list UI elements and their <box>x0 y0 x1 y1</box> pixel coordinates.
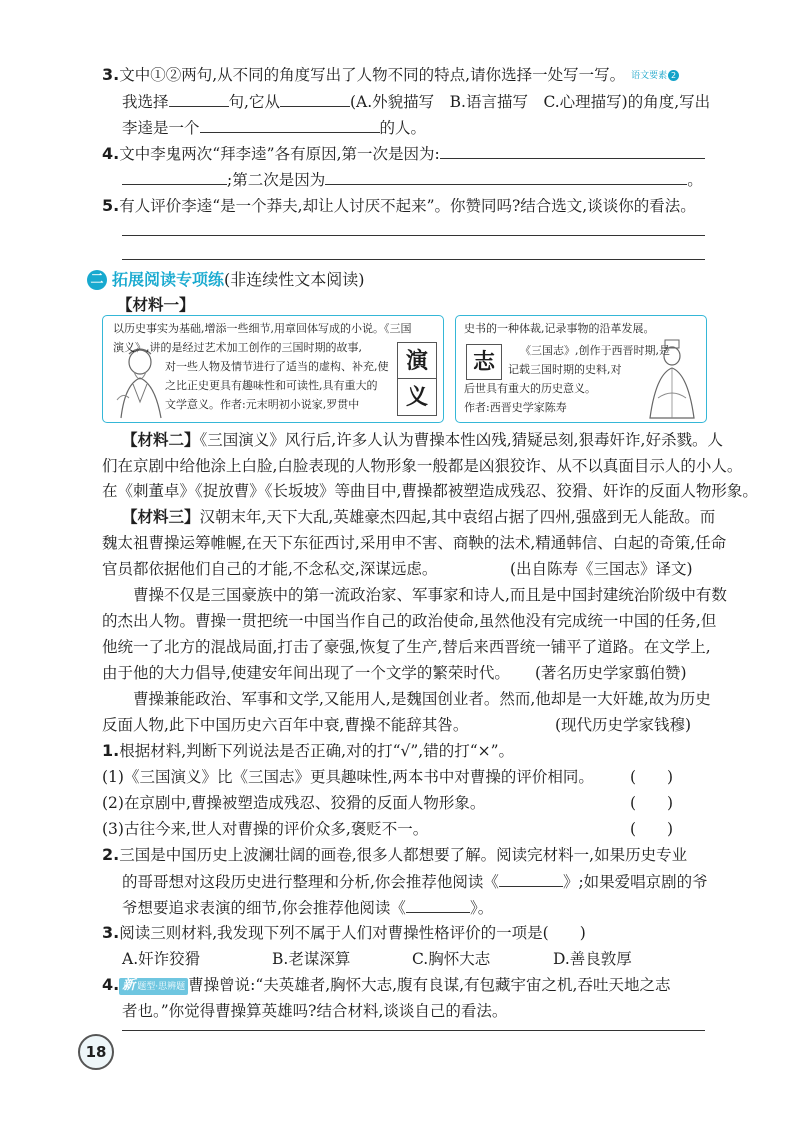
material-2-text: 《三国演义》风行后,许多人认为曹操本性凶残,猜疑忌刻,狠毒奸诈,好杀戮。人 <box>199 431 723 449</box>
question-number: 3. <box>102 923 120 942</box>
answer-line[interactable] <box>122 1030 705 1031</box>
question-4 <box>102 141 705 166</box>
question-text: 曹操曾说:“夫英雄者,胸怀大志,腹有良谋,有包藏宇宙之机,吞吐天地之志 <box>188 976 671 994</box>
material-1-right-line: 后世具有重大的历史意义。 <box>464 382 596 395</box>
material-1-left-line: 之比正史更具有趣味性和可读性,具有重大的 <box>165 379 378 392</box>
material-3-line: 曹操不仅是三国豪族中的第一流政治家、军事家和诗人,而且是中国封建统治阶级中有数 <box>133 586 727 604</box>
page-number: 18 <box>78 1034 114 1070</box>
material-1-left-line: 对一些人物及情节进行了适当的虚构、补充,使 <box>165 360 389 373</box>
material-3-line: 魏太祖曹操运筹帷幄,在天下东征西讨,采用申不害、商鞅的法术,精通韩信、白起的奇策,任命 <box>102 534 727 552</box>
material-2-line <box>122 428 723 452</box>
yan-character-box: 演 <box>397 342 437 380</box>
q3-text-c: 李逵是一个 <box>122 119 200 137</box>
question-text: 有人评价李逵“是一个莽夫,却让人讨厌不起来”。你赞同吗?结合选文,谈谈你的看法。 <box>119 197 696 215</box>
answer-blank[interactable] <box>169 89 229 107</box>
material-1-left-line: 演义》,讲的是经过艺术加工创作的三国时期的故事, <box>113 341 362 354</box>
q2-text-d: 》。 <box>469 899 494 917</box>
answer-line[interactable] <box>122 259 705 260</box>
answer-blank[interactable] <box>200 115 380 133</box>
question-number: 2. <box>102 845 120 864</box>
answer-parentheses[interactable]: ( ) <box>630 768 674 786</box>
q2-text-b: 》;如果爱唱京剧的爷 <box>562 873 708 891</box>
badge-new: 新 <box>122 977 136 993</box>
q3-text-d: 的人。 <box>379 119 427 137</box>
option-a[interactable]: A.奸诈狡猾 <box>122 950 201 968</box>
material-3-line: 反面人物,此下中国历史六百年中衰,曹操不能辞其咎。 <box>102 716 469 734</box>
question-text: 阅读三则材料,我发现下列不属于人们对曹操性格评价的一项是( ) <box>119 924 586 942</box>
material-1-right-line: 记载三国时期的史料,对 <box>508 363 622 376</box>
answer-parentheses[interactable]: ( ) <box>630 820 674 838</box>
question-text: 三国是中国历史上波澜壮阔的画卷,很多人都想要了解。阅读完材料一,如果历史专业 <box>119 846 688 864</box>
yi-character-box: 义 <box>397 378 437 416</box>
tag-number: 2 <box>668 70 679 81</box>
zhi-character-box: 志 <box>466 344 502 380</box>
material-1-left-line: 以历史事实为基础,增添一些细节,用章回体写成的小说。《三国 <box>113 322 412 335</box>
material-1-right-box <box>455 315 707 423</box>
material-3-line: 的杰出人物。曹操一贯把统一中国当作自己的政治使命,虽然他没有完成统一中国的任务,但 <box>102 612 717 630</box>
judgment-item: (1)《三国演义》比《三国志》更具趣味性,两本书中对曹操的评价相同。 <box>102 768 594 786</box>
reading-question-2-line-2 <box>122 869 708 894</box>
material-3-line: 曹操兼能政治、军事和文学,又能用人,是魏国创业者。然而,他却是一大奸雄,故为历史 <box>133 690 711 708</box>
question-text: 根据材料,判断下列说法是否正确,对的打“√”,错的打“×”。 <box>119 742 515 760</box>
judgment-item: (3)古往今来,世人对曹操的评价众多,褒贬不一。 <box>102 820 429 838</box>
question-3-line-2 <box>122 89 710 114</box>
question-text: 文中李鬼两次“拜李逵”各有原因,第一次是因为: <box>119 145 440 163</box>
answer-blank[interactable] <box>280 89 350 107</box>
material-3-line: 由于他的大力倡导,使建安年间出现了一个文学的繁荣时代。 <box>102 664 510 682</box>
question-number: 4. <box>102 975 120 994</box>
question-4-line-2 <box>122 167 703 192</box>
material-1-right-line: 《三国志》,创作于西晋时期,是 <box>520 344 670 357</box>
q2-text-c: 爷想要追求表演的细节,你会推荐他阅读《 <box>122 899 406 917</box>
book-answer-blank[interactable] <box>406 895 470 913</box>
source-citation: (现代历史学家钱穆) <box>555 716 692 734</box>
question-number: 4. <box>102 144 120 163</box>
section-title-main: 拓展阅读专项练 <box>112 270 225 289</box>
question-5 <box>102 194 696 218</box>
material-3-line <box>122 505 715 529</box>
option-d[interactable]: D.善良敦厚 <box>553 950 632 968</box>
reading-question-1 <box>102 739 514 763</box>
section-number-icon: 二 <box>87 270 107 290</box>
material-3-text: 汉朝末年,天下大乱,英雄豪杰四起,其中袁绍占据了四州,强盛到无人能敌。而 <box>199 508 716 526</box>
q2-text-a: 的哥哥想对这段历史进行整理和分析,你会推荐他阅读《 <box>122 873 499 891</box>
reading-question-3 <box>102 921 586 945</box>
answer-blank[interactable] <box>122 167 227 185</box>
tag-label: 语文要素 <box>631 71 668 81</box>
material-2-line: 在《刺董卓》《捉放曹》《长坂坡》等曲目中,曹操都被塑造成残忍、狡猾、奸诈的反面人物形象。 <box>102 482 758 500</box>
question-number: 5. <box>102 196 120 215</box>
answer-line[interactable] <box>122 235 705 236</box>
section-subtitle: (非连续性文本阅读) <box>224 270 365 289</box>
q3-options: (A.外貌描写 B.语言描写 C.心理描写)的角度,写出 <box>349 93 711 111</box>
q3-text-b: 句,它从 <box>228 93 280 111</box>
answer-parentheses[interactable]: ( ) <box>630 794 674 812</box>
answer-blank[interactable] <box>325 167 687 185</box>
reading-question-4-line-2: 者也。”你觉得曹操算英雄吗?结合材料,谈谈自己的看法。 <box>122 1002 508 1020</box>
badge-text: 题型·思辨题 <box>137 981 186 992</box>
section-title <box>112 268 365 292</box>
reading-question-2 <box>102 843 687 867</box>
material-2-label: 【材料二】 <box>122 430 200 449</box>
question-number: 3. <box>102 65 120 84</box>
answer-blank[interactable] <box>440 141 705 159</box>
material-1-left-box <box>102 315 444 423</box>
option-b[interactable]: B.老谋深算 <box>272 950 351 968</box>
chen-shou-portrait-icon <box>642 338 702 420</box>
source-citation: (著名历史学家翦伯赞) <box>535 664 687 682</box>
language-element-tag <box>631 64 679 88</box>
material-1-right-line: 作者:西晋史学家陈寿 <box>464 401 567 414</box>
material-3-line: 官员都依据他们自己的才能,不念私交,深谋远虑。 <box>102 560 438 578</box>
material-1-right-line: 史书的一种体裁,记录事物的沿革发展。 <box>464 322 655 335</box>
question-number: 1. <box>102 741 120 760</box>
material-3-line: 他统一了北方的混战局面,打击了豪强,恢复了生产,替后来西晋统一铺平了道路。在文学上, <box>102 638 711 656</box>
book-answer-blank[interactable] <box>499 869 563 887</box>
material-3-label: 【材料三】 <box>122 507 200 526</box>
question-3-line-3 <box>122 115 426 140</box>
question-3 <box>102 63 679 88</box>
new-question-type-badge <box>119 978 188 995</box>
judgment-item: (2)在京剧中,曹操被塑造成残忍、狡猾的反面人物形象。 <box>102 794 486 812</box>
material-1-label: 【材料一】 <box>117 295 195 314</box>
material-1-left-line: 文学意义。作者:元末明初小说家,罗贯中 <box>165 398 360 411</box>
reading-question-2-line-3 <box>122 895 493 920</box>
question-text: 文中①②两句,从不同的角度写出了人物不同的特点,请你选择一处写一写。 <box>119 66 626 84</box>
q4-end: 。 <box>687 171 703 189</box>
material-2-line: 们在京剧中给他涂上白脸,白脸表现的人物形象一般都是凶狠狡诈、从不以真面目示人的小人。 <box>102 457 743 475</box>
reading-question-4 <box>102 973 670 997</box>
option-c[interactable]: C.胸怀大志 <box>412 950 491 968</box>
q4-text-a: ;第二次是因为 <box>227 171 326 189</box>
q3-text-a: 我选择 <box>122 93 169 111</box>
source-citation: (出自陈寿《三国志》译文) <box>510 560 693 578</box>
